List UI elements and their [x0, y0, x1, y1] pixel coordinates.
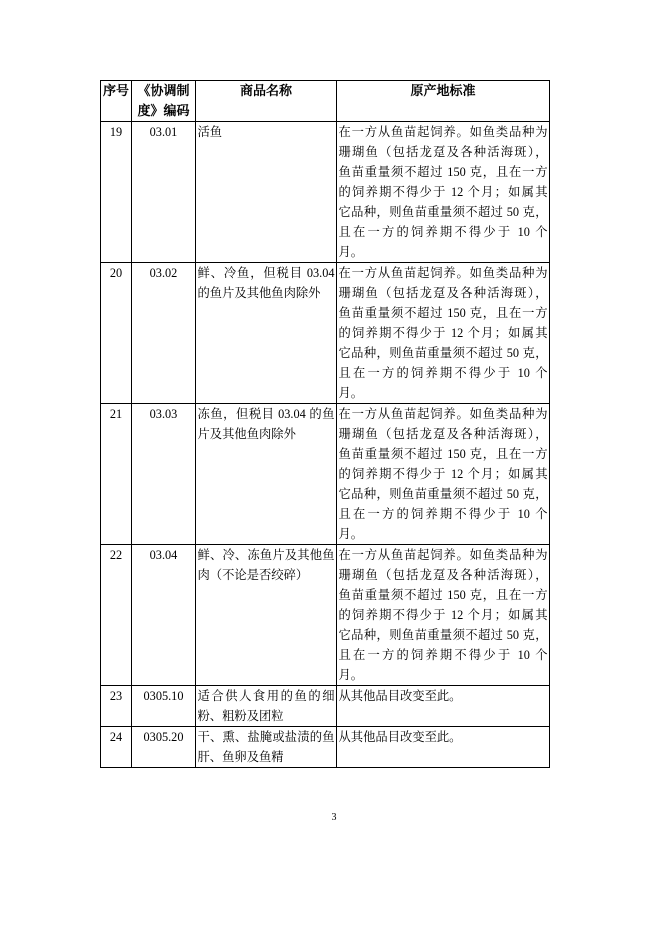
seq-cell-text: 23 [109, 689, 123, 703]
header-goods-name [196, 81, 337, 122]
origin-standard-cell-line: 它品种，则鱼苗重量须不超过 50 克， [338, 628, 548, 642]
origin-standard-cell-line: 月。 [338, 668, 364, 682]
hs-code-cell [132, 263, 196, 404]
origin-standard-cell-line: 且在一方的饲养期不得少于 10 个 [338, 225, 548, 239]
goods-name-cell-line: 干、熏、盐腌或盐渍的鱼 [197, 730, 335, 744]
hs-code-cell-text: 03.02 [149, 266, 178, 280]
seq-cell [101, 545, 132, 686]
header-hs-code [132, 81, 196, 122]
hs-code-cell-text: 03.01 [149, 125, 178, 139]
origin-standard-cell-line: 月。 [338, 386, 364, 400]
seq-cell [101, 263, 132, 404]
hs-code-cell [132, 122, 196, 263]
origin-standard-cell-line: 鱼苗重量须不超过 150 克，且在一方 [338, 306, 548, 320]
seq-cell-text: 21 [109, 407, 123, 421]
table-header-row [101, 81, 550, 122]
origin-criteria-table [100, 80, 550, 768]
seq-cell [101, 122, 132, 263]
table-row [101, 122, 550, 263]
origin-standard-cell-line: 月。 [338, 527, 364, 541]
origin-standard-cell-line: 从其他品目改变至此。 [338, 689, 462, 703]
hs-code-cell [132, 404, 196, 545]
hs-code-cell [132, 727, 196, 768]
origin-standard-cell-line: 珊瑚鱼（包括龙趸及各种活海斑）， [338, 286, 548, 300]
seq-cell-text: 20 [109, 266, 123, 280]
seq-cell [101, 404, 132, 545]
hs-code-cell-text: 03.04 [149, 548, 178, 562]
origin-standard-cell [337, 727, 550, 768]
goods-name-cell [196, 122, 337, 263]
origin-standard-cell-line: 且在一方的饲养期不得少于 10 个 [338, 648, 548, 662]
hs-code-cell-text: 0305.20 [143, 730, 184, 744]
goods-name-cell-line: 活鱼 [197, 125, 223, 139]
table-row [101, 263, 550, 404]
origin-standard-cell [337, 263, 550, 404]
origin-standard-cell-line: 它品种，则鱼苗重量须不超过 50 克， [338, 205, 548, 219]
header-goods-name-label: 商品名称 [239, 83, 292, 98]
origin-standard-cell-line: 珊瑚鱼（包括龙趸及各种活海斑）， [338, 427, 548, 441]
origin-standard-cell-line: 珊瑚鱼（包括龙趸及各种活海斑）， [338, 145, 548, 159]
goods-name-cell-line: 肉（不论是否绞碎） [197, 568, 309, 582]
goods-name-cell-line: 适合供人食用的鱼的细 [197, 689, 335, 703]
header-hs-code-line: 《协调制 [137, 83, 190, 98]
origin-standard-cell-line: 的饲养期不得少于 12 个月；如属其 [338, 185, 548, 199]
origin-standard-cell-line: 它品种，则鱼苗重量须不超过 50 克， [338, 487, 548, 501]
goods-name-cell [196, 545, 337, 686]
header-seq-label: 序号 [102, 83, 129, 98]
hs-code-cell-text: 03.03 [149, 407, 178, 421]
table-row [101, 404, 550, 545]
origin-standard-cell-line: 珊瑚鱼（包括龙趸及各种活海斑）， [338, 568, 548, 582]
origin-standard-cell-line: 且在一方的饲养期不得少于 10 个 [338, 507, 548, 521]
table-row [101, 686, 550, 727]
origin-standard-cell-line: 在一方从鱼苗起饲养。如鱼类品种为 [338, 548, 548, 562]
origin-standard-cell [337, 122, 550, 263]
origin-standard-cell-line: 的饲养期不得少于 12 个月；如属其 [338, 326, 548, 340]
header-origin-standard [337, 81, 550, 122]
origin-standard-cell-line: 的饲养期不得少于 12 个月；如属其 [338, 608, 548, 622]
origin-standard-cell-line: 月。 [338, 245, 364, 259]
hs-code-cell [132, 545, 196, 686]
seq-cell-text: 19 [109, 125, 123, 139]
origin-standard-cell [337, 686, 550, 727]
origin-standard-cell-line: 鱼苗重量须不超过 150 克，且在一方 [338, 588, 548, 602]
seq-cell [101, 727, 132, 768]
header-seq [101, 81, 132, 122]
origin-standard-cell-line: 在一方从鱼苗起饲养。如鱼类品种为 [338, 266, 548, 280]
goods-name-cell-line: 鲜、冷鱼，但税目 03.04 [197, 266, 335, 280]
page-number: 3 [331, 812, 337, 823]
goods-name-cell-line: 肝、鱼卵及鱼精 [197, 750, 284, 764]
goods-name-cell [196, 727, 337, 768]
table-body [101, 122, 550, 768]
origin-standard-cell-line: 且在一方的饲养期不得少于 10 个 [338, 366, 548, 380]
goods-name-cell [196, 404, 337, 545]
origin-standard-cell-line: 鱼苗重量须不超过 150 克，且在一方 [338, 165, 548, 179]
origin-standard-cell [337, 404, 550, 545]
seq-cell-text: 24 [109, 730, 123, 744]
origin-standard-cell-line: 在一方从鱼苗起饲养。如鱼类品种为 [338, 407, 548, 421]
goods-name-cell [196, 263, 337, 404]
origin-standard-cell-line: 它品种，则鱼苗重量须不超过 50 克， [338, 346, 548, 360]
origin-standard-cell-line: 的饲养期不得少于 12 个月；如属其 [338, 467, 548, 481]
header-hs-code-line: 度》编码 [137, 103, 190, 118]
seq-cell-text: 22 [109, 548, 123, 562]
origin-standard-cell-line: 从其他品目改变至此。 [338, 730, 462, 744]
origin-standard-cell-line: 在一方从鱼苗起饲养。如鱼类品种为 [338, 125, 548, 139]
origin-standard-cell-line: 鱼苗重量须不超过 150 克，且在一方 [338, 447, 548, 461]
goods-name-cell-line: 鲜、冷、冻鱼片及其他鱼 [197, 548, 335, 562]
header-origin-standard-label: 原产地标准 [410, 83, 476, 98]
goods-name-cell-line: 片及其他鱼肉除外 [197, 427, 296, 441]
goods-name-cell-line: 的鱼片及其他鱼肉除外 [197, 286, 321, 300]
table-row [101, 545, 550, 686]
goods-name-cell [196, 686, 337, 727]
seq-cell [101, 686, 132, 727]
goods-name-cell-line: 冻鱼，但税目 03.04 的鱼 [197, 407, 335, 421]
hs-code-cell [132, 686, 196, 727]
hs-code-cell-text: 0305.10 [143, 689, 184, 703]
goods-name-cell-line: 粉、粗粉及团粒 [197, 709, 284, 723]
table-row [101, 727, 550, 768]
origin-standard-cell [337, 545, 550, 686]
